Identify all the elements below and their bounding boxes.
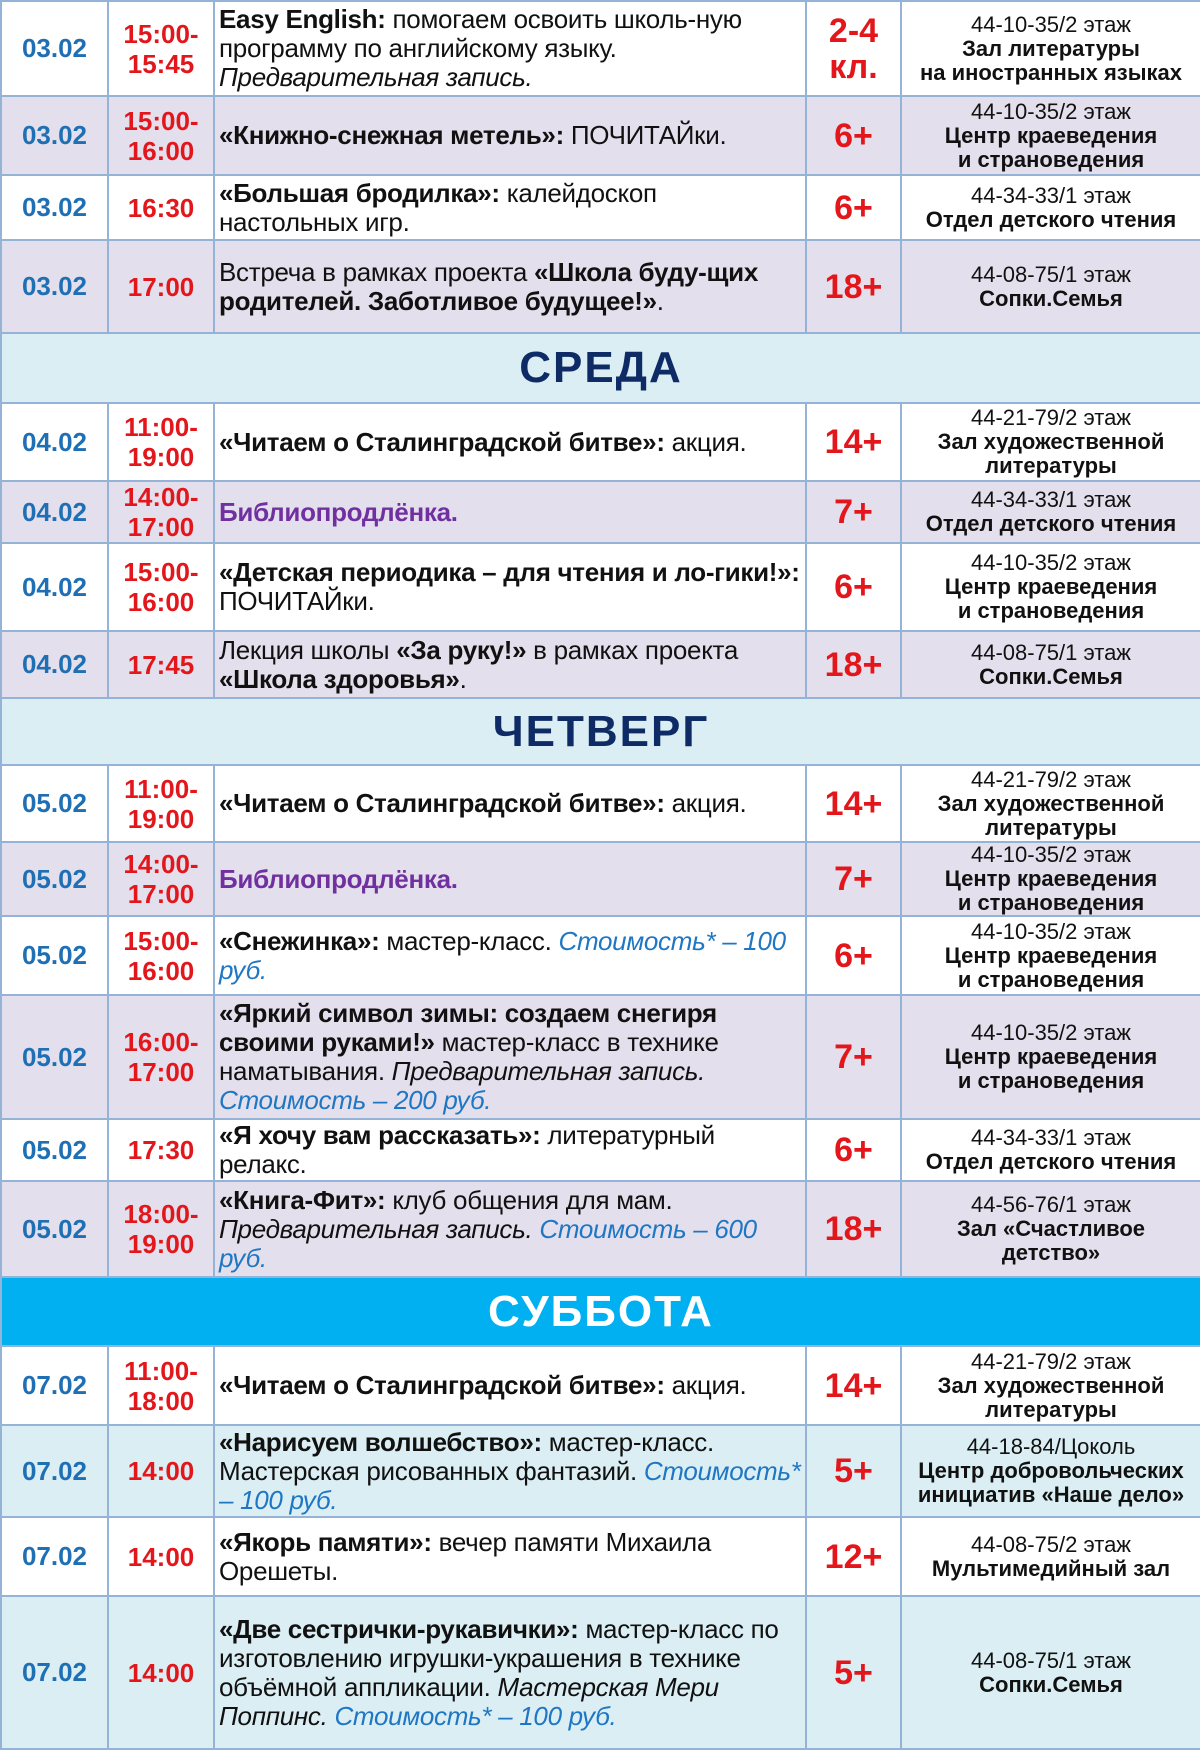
event-cost: Стоимость – 200 руб. [219,1085,492,1115]
event-time-cell [108,240,214,333]
event-description-cell [214,1119,806,1181]
event-description: . [656,285,664,316]
event-description: в рамках проекта [526,634,739,665]
event-intro: Встреча в рамках проекта [219,256,534,287]
event-venue [901,1181,1200,1277]
venue-room: на иностранных языках [919,59,1183,85]
event-description: помогаем освоить школь-ную программу по английскому языку. [219,4,742,63]
event-date: 03.02 [1,240,108,333]
event-date: 07.02 [1,1596,108,1749]
venue-room: литературы [985,453,1117,478]
age-rating: 6+ [834,1131,873,1169]
event-row [1,1181,1200,1277]
venue-phone: 44-10-35/2 этаж [970,1020,1132,1045]
event-time-cell [108,543,214,631]
event-time: 15:45 [127,48,195,79]
event-row [1,842,1200,916]
event-time-cell [108,1119,214,1181]
event-note: Предварительная запись. [219,62,533,92]
venue-room: и страноведения [957,1068,1145,1093]
event-title: «Две сестрички-рукавички»: [219,1613,579,1644]
event-time: 16:00 [127,587,195,617]
venue-room: Отдел детского чтения [925,1149,1177,1174]
age-rating-cell [806,1,901,96]
age-rating: 6+ [834,568,873,606]
event-time: 19:00 [127,803,195,834]
event-time: 15:00- [123,105,199,136]
event-time: 17:00 [127,271,195,302]
age-rating-cell [806,765,901,842]
event-description: ПОЧИТАЙки. [219,586,375,616]
age-rating: 14+ [824,423,883,461]
event-cost: Стоимость* – 100 руб. [334,1700,617,1731]
age-rating-cell [806,1425,901,1517]
event-description-cell [214,543,806,631]
event-date: 04.02 [1,543,108,631]
age-rating: 14+ [824,1366,883,1405]
age-rating-cell [806,481,901,543]
event-time: 14:00 [127,1657,195,1688]
age-rating: 2-4 [828,11,879,50]
event-time-cell [108,96,214,175]
event-time-cell [108,1596,214,1749]
event-date: 05.02 [1,842,108,916]
age-rating: 18+ [824,267,883,306]
event-date: 04.02 [1,481,108,543]
event-description-cell [214,96,806,175]
event-venue [901,1346,1200,1425]
event-date: 05.02 [1,1181,108,1277]
venue-phone: 44-08-75/1 этаж [970,639,1132,665]
event-row [1,1425,1200,1517]
venue-room: и страноведения [957,598,1145,623]
event-time-cell [108,631,214,698]
venue-phone: 44-34-33/1 этаж [970,1125,1132,1150]
age-rating-cell [806,543,901,631]
event-time: 11:00- [124,412,198,442]
event-title: Библиопродлёнка. [219,496,458,527]
event-row [1,631,1200,698]
event-time-cell [108,1517,214,1596]
age-rating: 7+ [834,493,873,531]
event-time: 17:45 [127,649,195,680]
event-row [1,1517,1200,1596]
venue-phone: 44-21-79/2 этаж [970,1348,1132,1374]
event-row [1,995,1200,1119]
venue-phone: 44-08-75/1 этаж [970,1647,1132,1673]
age-rating-cell [806,175,901,240]
event-note: Мастерская Мери Поппинс. [219,1671,719,1731]
venue-room: Отдел детского чтения [925,206,1177,232]
venue-room: и страноведения [957,966,1145,992]
event-description: мастер-класс. [379,925,559,956]
age-rating-cell [806,1517,901,1596]
event-description-cell [214,1517,806,1596]
event-title: «Школа буду-щих родителей. Заботливое будущее!» [219,256,758,316]
age-rating-cell [806,96,901,175]
venue-phone: 44-10-35/2 этаж [970,918,1132,944]
event-title: «Детская периодика – для чтения и ло-гики!»: [219,557,800,587]
event-venue [901,765,1200,842]
event-row [1,481,1200,543]
age-rating-cell [806,1181,901,1277]
age-rating-cell [806,240,901,333]
event-time-cell [108,175,214,240]
event-description: вечер памяти Михаила Орешеты. [219,1526,712,1586]
event-venue [901,631,1200,698]
event-title: «Я хочу вам рассказать»: [219,1120,541,1150]
event-venue [901,481,1200,543]
event-time: 18:00- [123,1199,199,1229]
event-title: Библиопродлёнка. [219,863,458,894]
event-description-cell [214,1,806,96]
event-venue [901,1425,1200,1517]
venue-phone: 44-21-79/2 этаж [970,405,1132,430]
event-title: «Нарисуем волшебство»: [219,1426,542,1457]
event-description: мастер-класс. Мастерская рисованных фантазий. [219,1426,714,1486]
age-rating: 6+ [834,936,873,975]
event-title: «За руку!» [396,634,527,665]
venue-phone: 44-10-35/2 этаж [970,550,1132,575]
venue-room: Сопки.Семья [979,285,1123,311]
event-row [1,1346,1200,1425]
event-description: акция. [664,1370,747,1400]
event-venue [901,1119,1200,1181]
age-rating-cell [806,1119,901,1181]
event-row [1,1,1200,96]
event-description-cell [214,995,806,1119]
event-description-cell [214,631,806,698]
age-rating: 18+ [824,645,883,684]
event-description-cell [214,175,806,240]
day-name: СУББОТА [1,1277,1200,1346]
event-time-cell [108,995,214,1119]
event-description-cell [214,765,806,842]
event-date: 03.02 [1,1,108,96]
day-header [1,1277,1200,1346]
venue-room: Зал художественной [937,790,1165,816]
event-venue [901,403,1200,481]
event-time: 16:00 [127,135,195,166]
venue-room: детство» [1001,1240,1101,1265]
venue-room: Центр краеведения [944,1044,1158,1069]
event-time: 14:00- [123,849,199,879]
event-date: 05.02 [1,995,108,1119]
event-description-cell [214,1596,806,1749]
age-rating-cell [806,631,901,698]
event-row [1,175,1200,240]
event-date: 04.02 [1,631,108,698]
event-date: 07.02 [1,1346,108,1425]
event-time: 14:00- [123,482,199,512]
event-description-cell [214,481,806,543]
event-time-cell [108,765,214,842]
event-venue [901,240,1200,333]
event-time: 15:00- [123,925,199,956]
event-description: . [459,663,467,694]
venue-phone: 44-10-35/2 этаж [970,842,1132,867]
event-note: Предварительная запись. [219,1213,533,1244]
event-description: мастер-класс в технике наматывания. [219,1027,719,1086]
venue-phone: 44-08-75/1 этаж [970,261,1132,287]
event-time: 15:00- [123,557,199,587]
event-time: 16:00- [123,1027,199,1057]
event-note: Предварительная запись. [391,1056,706,1086]
event-row [1,1596,1200,1749]
day-header [1,698,1200,765]
event-time: 16:00 [127,955,195,986]
event-row [1,765,1200,842]
event-cost: Стоимость – 600 руб. [219,1213,757,1273]
age-rating: 12+ [824,1537,883,1576]
event-intro: Лекция школы [219,634,397,665]
event-title: «Книга-Фит»: [219,1184,386,1215]
event-venue [901,1596,1200,1749]
event-description-cell [214,842,806,916]
event-time: 11:00- [124,1355,198,1386]
event-time-cell [108,403,214,481]
event-time-cell [108,1346,214,1425]
event-title: «Читаем о Сталинградской битве»: [219,426,665,457]
age-rating-cell [806,842,901,916]
event-title: «Читаем о Сталинградской битве»: [219,788,665,818]
event-time-cell [108,842,214,916]
event-time: 14:00 [127,1541,195,1572]
event-time: 16:30 [127,192,195,223]
event-description-cell [214,1181,806,1277]
event-venue [901,1517,1200,1596]
venue-room: и страноведения [957,890,1145,915]
event-description: мастер-класс по изготовлению игрушки-украшения в технике объёмной аппликации. [219,1613,779,1702]
event-time-cell [108,1181,214,1277]
venue-room: Центр краеведения [944,942,1158,968]
event-row [1,1119,1200,1181]
event-title: «Книжно-снежная метель»: [219,120,564,150]
age-rating-cell [806,995,901,1119]
event-date: 03.02 [1,175,108,240]
event-venue [901,1,1200,96]
event-time: 19:00 [127,442,195,472]
event-venue [901,543,1200,631]
age-rating: 6+ [834,188,873,227]
venue-phone: 44-34-33/1 этаж [970,182,1132,208]
age-rating: 5+ [834,1452,873,1490]
venue-phone: 44-08-75/2 этаж [970,1531,1132,1557]
event-title: «Большая бродилка»: [219,177,500,208]
age-rating-cell [806,1596,901,1749]
event-title: «Якорь памяти»: [219,1526,432,1557]
event-title: «Школа здоровья» [219,663,460,694]
venue-room: Зал художественной [937,1372,1165,1398]
event-time: 19:00 [127,1229,195,1259]
day-name: СРЕДА [1,333,1200,403]
event-row [1,403,1200,481]
venue-room: Центр краеведения [944,122,1158,148]
event-row [1,916,1200,995]
venue-phone: 44-18-84/Цоколь [966,1434,1136,1459]
venue-phone: 44-21-79/2 этаж [970,766,1132,792]
venue-room: и страноведения [957,146,1145,172]
event-venue [901,995,1200,1119]
event-time: 15:00- [123,18,199,49]
event-title: «Читаем о Сталинградской битве»: [219,1370,665,1400]
venue-room: Сопки.Семья [979,663,1123,689]
event-description-cell [214,403,806,481]
event-venue [901,842,1200,916]
event-date: 05.02 [1,916,108,995]
event-title: Easy English: [219,4,386,34]
venue-room: Центр добровольческих [918,1458,1184,1483]
venue-phone: 44-10-35/2 этаж [970,98,1132,124]
event-time-cell [108,916,214,995]
event-venue [901,175,1200,240]
event-description-cell [214,1346,806,1425]
venue-room: Центр краеведения [944,574,1158,599]
event-row [1,96,1200,175]
venue-room: Зал литературы [962,35,1140,61]
event-description: клуб общения для мам. [385,1184,673,1215]
event-title: «Яркий символ зимы: создаем снегиря своими руками!» [219,998,717,1057]
event-description-cell [214,916,806,995]
venue-room: Зал художественной [937,429,1165,454]
event-date: 04.02 [1,403,108,481]
venue-room: Мультимедийный зал [931,1555,1171,1581]
age-rating: 7+ [834,860,873,898]
venue-room: Отдел детского чтения [925,511,1177,536]
venue-room: Сопки.Семья [979,1671,1123,1697]
event-time: 17:00 [127,879,195,909]
event-time: 17:30 [127,1135,195,1165]
age-rating-cell [806,1346,901,1425]
event-date: 05.02 [1,1119,108,1181]
event-venue [901,96,1200,175]
event-description: литературный релакс. [219,1120,715,1179]
day-name: ЧЕТВЕРГ [1,698,1200,765]
event-cost: Стоимость* – 100 руб. [219,1455,801,1515]
event-date: 03.02 [1,96,108,175]
event-time: 11:00- [124,773,198,804]
event-time: 17:00 [127,1057,195,1087]
event-description: калейдоскоп настольных игр. [219,177,657,237]
event-row [1,240,1200,333]
age-rating: 6+ [834,116,873,155]
event-description-cell [214,1425,806,1517]
event-time: 14:00 [127,1456,195,1486]
event-title: «Снежинка»: [219,925,380,956]
venue-room: Центр краеведения [944,866,1158,891]
venue-room: Зал «Счастливое [956,1216,1146,1241]
event-date: 07.02 [1,1517,108,1596]
age-rating-cell [806,916,901,995]
event-date: 05.02 [1,765,108,842]
event-time-cell [108,1425,214,1517]
event-venue [901,916,1200,995]
venue-phone: 44-10-35/2 этаж [970,11,1132,37]
age-rating: 18+ [824,1210,883,1248]
age-rating: 7+ [834,1038,873,1076]
day-header [1,333,1200,403]
venue-room: литературы [985,1396,1117,1422]
age-rating: кл. [829,47,878,86]
event-row [1,543,1200,631]
event-description: ПОЧИТАЙки. [563,120,727,150]
event-date: 07.02 [1,1425,108,1517]
venue-phone: 44-56-76/1 этаж [970,1192,1132,1217]
age-rating: 14+ [824,784,883,823]
age-rating-cell [806,403,901,481]
venue-room: инициатив «Наше дело» [917,1482,1185,1507]
venue-phone: 44-34-33/1 этаж [970,487,1132,512]
event-time: 17:00 [127,512,195,542]
event-time: 18:00 [127,1385,195,1416]
event-description: акция. [664,788,747,818]
event-time-cell [108,1,214,96]
event-description-cell [214,240,806,333]
event-time-cell [108,481,214,543]
age-rating: 5+ [834,1653,873,1692]
venue-room: литературы [985,814,1117,840]
event-description: акция. [664,426,747,457]
event-cost: Стоимость* – 100 руб. [219,925,786,985]
